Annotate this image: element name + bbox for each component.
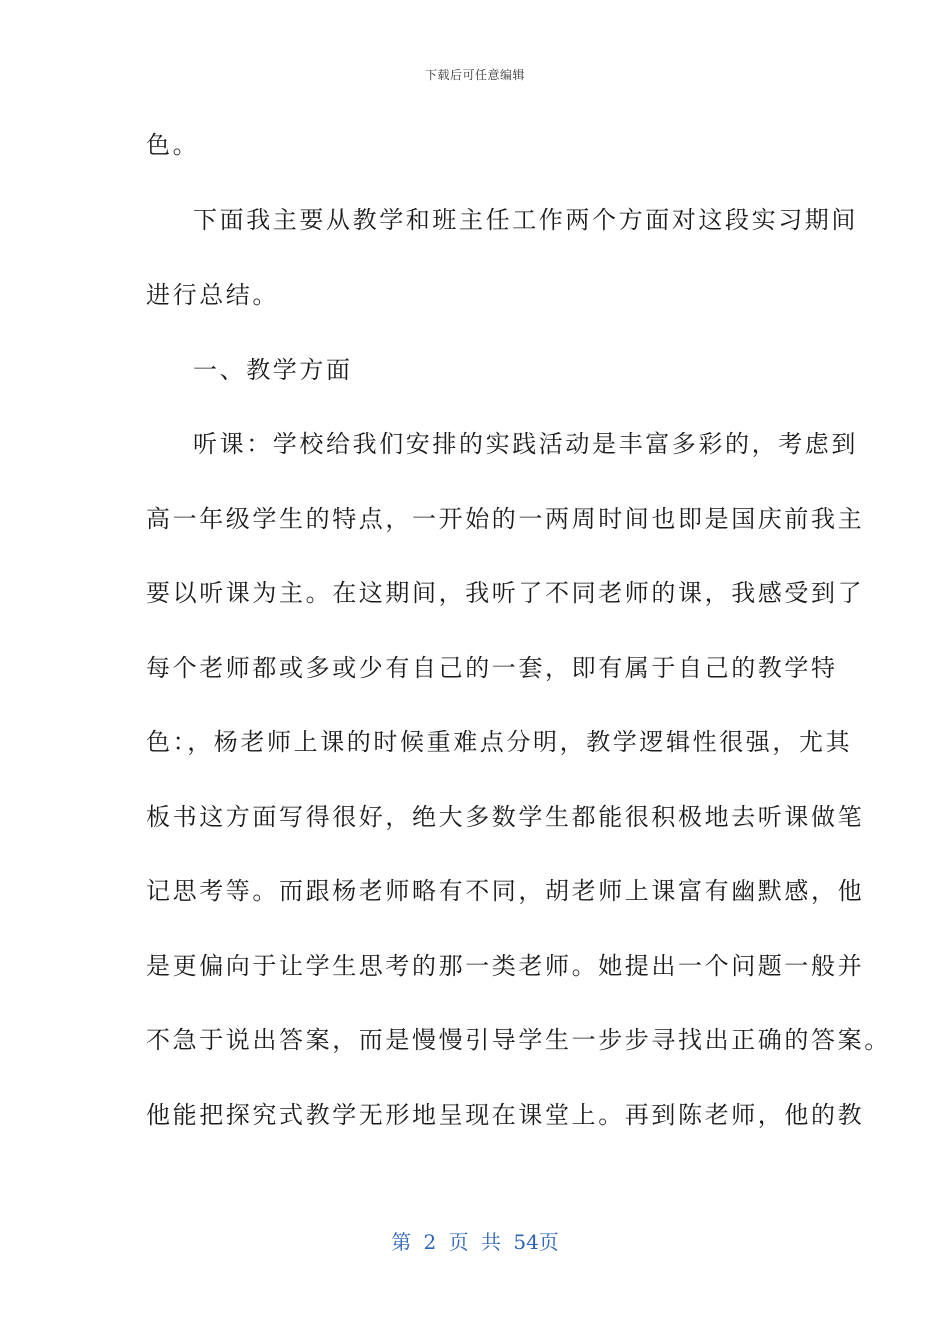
text-line: 记思考等。而跟杨老师略有不同，胡老师上课富有幽默感，他 [146,877,865,905]
text-line: 要以听课为主。在这期间，我听了不同老师的课，我感受到了 [146,579,865,607]
text-line: 下面我主要从教学和班主任工作两个方面对这段实习期间 [193,206,858,234]
section-heading: 一、教学方面 [193,356,353,384]
text-line: 高一年级学生的特点，一开始的一两周时间也即是国庆前我主 [146,505,865,533]
page-number-footer: 第 2 页 共 54页 [391,1230,559,1254]
text-line: 板书这方面写得很好，绝大多数学生都能很积极地去听课做笔 [146,803,865,831]
text-line: 色。 [146,131,200,159]
text-line: 不急于说出答案，而是慢慢引导学生一步步寻找出正确的答案。 [146,1026,891,1054]
header-note: 下载后可任意编辑 [424,68,525,82]
text-line: 进行总结。 [146,281,279,309]
text-line: 他能把探究式教学无形地呈现在课堂上。再到陈老师，他的教 [146,1101,865,1129]
text-line: 听课：学校给我们安排的实践活动是丰富多彩的，考虑到 [193,430,858,458]
text-line: 色：，杨老师上课的时候重难点分明，教学逻辑性很强，尤其 [146,728,853,756]
text-line: 是更偏向于让学生思考的那一类老师。她提出一个问题一般并 [146,952,865,980]
text-line: 每个老师都或多或少有自己的一套，即有属于自己的教学特 [146,654,838,682]
